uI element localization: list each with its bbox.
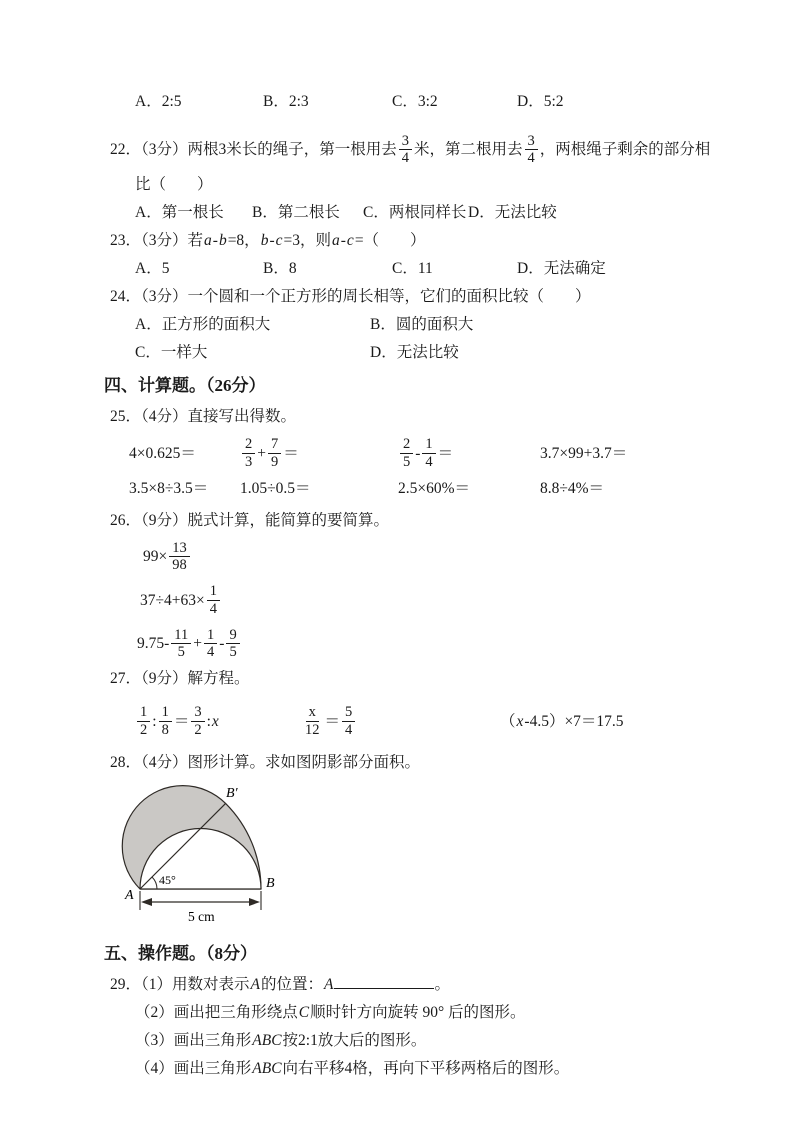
option-d: D．无法确定 [517, 260, 606, 278]
fraction: $\frac{1}{4}$ [204, 627, 217, 660]
calc-item: 1.05÷0.5＝ [240, 479, 311, 497]
shaded-area-figure [118, 783, 290, 925]
option-c: C．一样大 [135, 344, 208, 362]
fraction: $\frac{2}{5}$ [400, 436, 413, 469]
q25-row2 [129, 475, 706, 503]
math-variable: c [346, 232, 354, 250]
equation: $\frac{x}{12}$ ＝ $\frac{5}{4}$ [300, 699, 500, 742]
fraction: $\frac{3}{4}$ [525, 133, 538, 166]
question-23-text: 23．（3分）若a-b=8，b-c=3，则a-c=（ ） [110, 232, 426, 250]
label-a: A [125, 887, 134, 903]
label-b: B [266, 875, 275, 891]
calc-item: 8.8÷4%＝ [540, 479, 605, 497]
option-c: C．3:2 [392, 93, 438, 110]
calc-item: 2.5×60%＝ [398, 479, 471, 497]
question-25-head: 25．（4分）直接写出得数。 [110, 408, 297, 426]
question-22-text: 22．（3分）两根3米长的绳子，第一根用去 $\frac{3}{4}$ 米，第二根用去 $\frac{3}{4}$ ，两根绳子剩余的部分相 [110, 133, 711, 167]
question-26-head: 26．（9分）脱式计算，能简算的要简算。 [110, 511, 390, 529]
option-c: C．两根同样长 [363, 204, 467, 222]
fraction: $\frac{9}{5}$ [226, 627, 239, 660]
fraction: $\frac{5}{4}$ [342, 704, 355, 737]
math-variable: ABC [252, 1031, 282, 1049]
math-variable: C [298, 1003, 310, 1021]
label-b-prime: B′ [226, 785, 238, 801]
fraction: $\frac{7}{9}$ [268, 436, 281, 469]
option-d: D．5:2 [517, 93, 564, 110]
math-variable: ABC [252, 1059, 282, 1077]
fraction: $\frac{3}{2}$ [191, 704, 204, 737]
math-variable: b [218, 232, 227, 250]
section-4-heading: 四、计算题。（26分） [104, 376, 266, 396]
dimension-arrow-left [141, 898, 152, 906]
q22-options [135, 199, 706, 227]
dimension-label: 5 cm [188, 908, 215, 924]
option-c: C．11 [392, 260, 433, 278]
fraction: $\frac{x}{12}$ [305, 704, 320, 738]
math-variable: A [324, 975, 334, 993]
question-29-part3: （3）画出三角形ABC按2:1放大后的图形。 [135, 1031, 427, 1049]
answer-blank [334, 974, 434, 989]
calc-item: 3.5×8÷3.5＝ [129, 479, 209, 497]
section-5-heading: 五、操作题。（8分） [104, 943, 257, 963]
angle-label: 45° [159, 872, 176, 887]
question-28-head: 28．（4分）图形计算。求如图阴影部分面积。 [110, 753, 421, 771]
option-b: B．2:3 [263, 93, 309, 110]
fraction: $\frac{1}{4}$ [207, 583, 220, 616]
q21-options [135, 88, 706, 116]
q24-options-row2 [135, 339, 706, 367]
dimension-arrow-right [249, 898, 260, 906]
math-variable: a [332, 232, 340, 250]
q27-equations [135, 693, 706, 748]
math-variable: b [260, 232, 269, 250]
fraction: $\frac{1}{8}$ [159, 704, 172, 737]
fraction: $\frac{1}{2}$ [137, 704, 150, 737]
option-a: A．5 [135, 260, 170, 278]
fraction: $\frac{11}{5}$ [171, 627, 191, 660]
option-d: D．无法比较 [370, 344, 459, 362]
q24-options-row1 [135, 311, 706, 339]
option-b: B．圆的面积大 [370, 316, 474, 334]
option-b: B．8 [263, 260, 297, 278]
option-d: D．无法比较 [468, 204, 557, 222]
question-24-text: 24．（3分）一个圆和一个正方形的周长相等，它们的面积比较（ ） [110, 288, 591, 306]
q25-row1 [129, 431, 706, 474]
q23-options [135, 255, 706, 283]
calc-item: $\frac{2}{3}$ + $\frac{7}{9}$ ＝ [240, 431, 398, 474]
question-22-text-cont: 比（ ） [135, 176, 213, 194]
question-29-part4: （4）画出三角形ABC向右平移4格，再向下平移两格后的图形。 [135, 1059, 570, 1077]
math-variable: c [275, 232, 283, 250]
question-29-part1: 29．（1）用数对表示A的位置：A 。 [110, 975, 450, 993]
fraction: $\frac{13}{98}$ [169, 540, 190, 573]
option-b: B．第二根长 [252, 204, 340, 222]
option-a: A．正方形的面积大 [135, 316, 271, 334]
calc-item: 3.7×99+3.7＝ [540, 444, 628, 462]
fraction: $\frac{2}{3}$ [242, 436, 255, 469]
fraction: $\frac{3}{4}$ [399, 133, 412, 166]
equation: （ x -4.5）×7＝17.5 [500, 712, 624, 730]
option-a: A．第一根长 [135, 204, 224, 222]
math-variable: A [250, 975, 260, 993]
math-variable: a [204, 232, 212, 250]
fraction: $\frac{1}{4}$ [422, 436, 435, 469]
equation: $\frac{1}{2}$ : $\frac{1}{8}$ ＝ $\frac{3}{2}$ : x [135, 699, 300, 742]
calc-item: 4×0.625＝ [129, 444, 196, 462]
option-a: A．2:5 [135, 93, 182, 110]
question-27-head: 27．（9分）解方程。 [110, 670, 250, 688]
question-29-part2: （2）画出把三角形绕点C顺时针方向旋转 90° 后的图形。 [135, 1003, 526, 1021]
calc-item: $\frac{2}{5}$ - $\frac{1}{4}$ ＝ [398, 431, 540, 474]
math-variable: x [211, 712, 219, 730]
math-variable: x [516, 712, 524, 730]
q26-expression: 99× $\frac{13}{98}$ [143, 535, 706, 578]
q26-expression: 9.75- $\frac{11}{5}$ + $\frac{1}{4}$ - $\frac{9}{5}$ [137, 622, 706, 665]
q28-figure [118, 783, 706, 935]
q26-expression: 37÷4+63× $\frac{1}{4}$ [140, 578, 706, 621]
